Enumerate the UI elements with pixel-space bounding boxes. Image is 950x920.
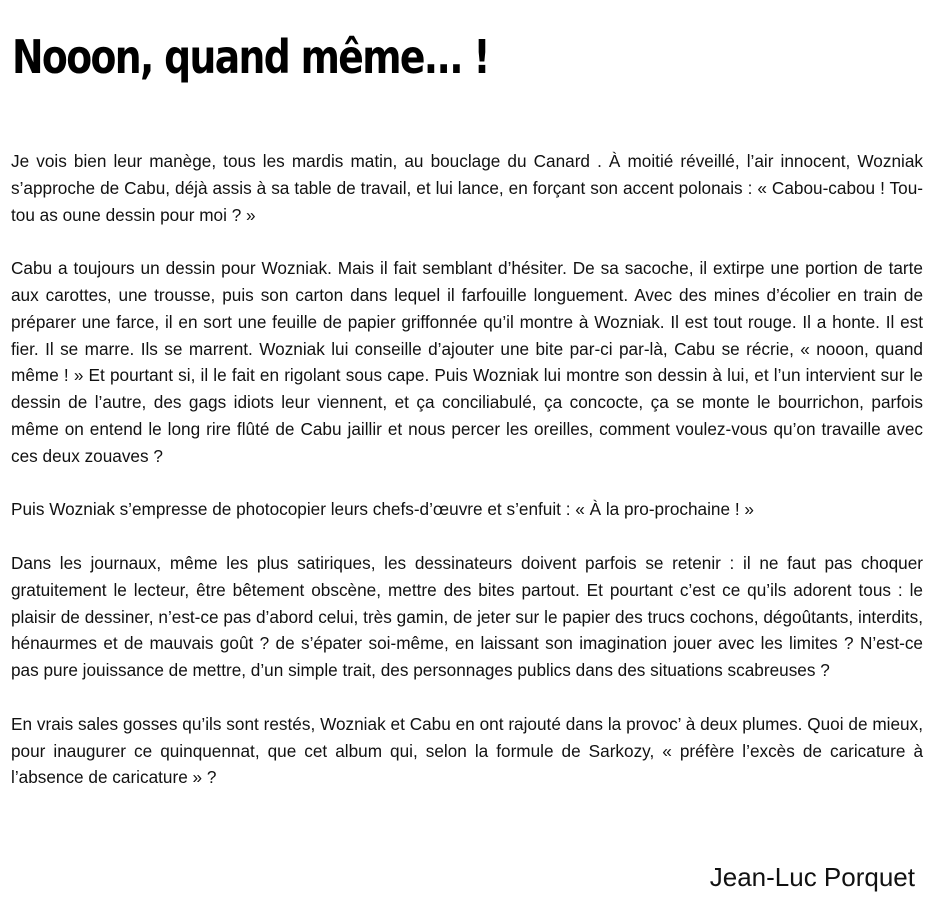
article-body xyxy=(11,148,923,791)
paragraph-2: Cabu a toujours un dessin pour Wozniak. Mais il fait semblant d’hésiter. De sa sacoche, il extirpe une portion de tarte aux carottes, une trousse, puis son carton dans lequel il farfouille longuement. Avec des mines d’écolier en train de préparer une farce, il en sort une feuille de papier griffonnée qu’il montre à Wozniak. Il est tout rouge. Il a honte. Il est fier. Il se marre. Ils se marrent. Wozniak lui conseille d’ajouter une bite par-ci par-là, Cabu se récrie, « nooon, quand même ! » Et pourtant si, il le fait en rigolant sous cape. Puis Wozniak lui montre son dessin à lui, et l’un intervient sur le dessin de l’autre, des gags idiots leur viennent, et ça conciliabulé, ça concocte, ça se monte le bourrichon, parfois même on entend le long rire flûté de Cabu jaillir et nous percer les oreilles, comment voulez-vous qu’on travaille avec ces deux zouaves ? xyxy=(11,258,923,466)
page-title: Nooon, quand même... ! xyxy=(12,30,489,84)
paragraph-3: Puis Wozniak s’empresse de photocopier leurs chefs-d’œuvre et s’enfuit : « À la pro-prochaine ! » xyxy=(11,499,754,520)
paragraph-5: En vrais sales gosses qu’ils sont restés, Wozniak et Cabu en ont rajouté dans la provoc’ à deux plumes. Quoi de mieux, pour inaugurer ce quinquennat, que cet album qui, selon la formule de Sarkozy, « préfère l’excès de caricature à l’absence de caricature » ? xyxy=(11,713,923,788)
paragraph-1: Je vois bien leur manège, tous les mardis matin, au bouclage du Canard . À moitié réveillé, l’air innocent, Wozniak s’approche de Cabu, déjà assis à sa table de travail, et lui lance, en forçant son accent polonais : « Cabou-cabou ! Tou-tou as oune dessin pour moi ? » xyxy=(11,151,923,225)
author-signature: Jean-Luc Porquet xyxy=(709,862,915,892)
paragraph-4: Dans les journaux, même les plus satiriques, les dessinateurs doivent parfois se retenir : il ne faut pas choquer gratuitement le lecteur, être bêtement obscène, mettre des bites partout. Et pourtant c’est ce qu’ils adorent tous : le plaisir de dessiner, n’est-ce pas d’abord celui, très gamin, de jeter sur le papier des trucs cochons, dégoûtants, interdits, hénaurmes et de mauvais goût ? de s’épater soi-même, en laissant son imagination jouer avec les limites ? N’est-ce pas pure jouissance de mettre, d’un simple trait, des personnages publics dans des situations scabreuses ? xyxy=(11,552,923,681)
